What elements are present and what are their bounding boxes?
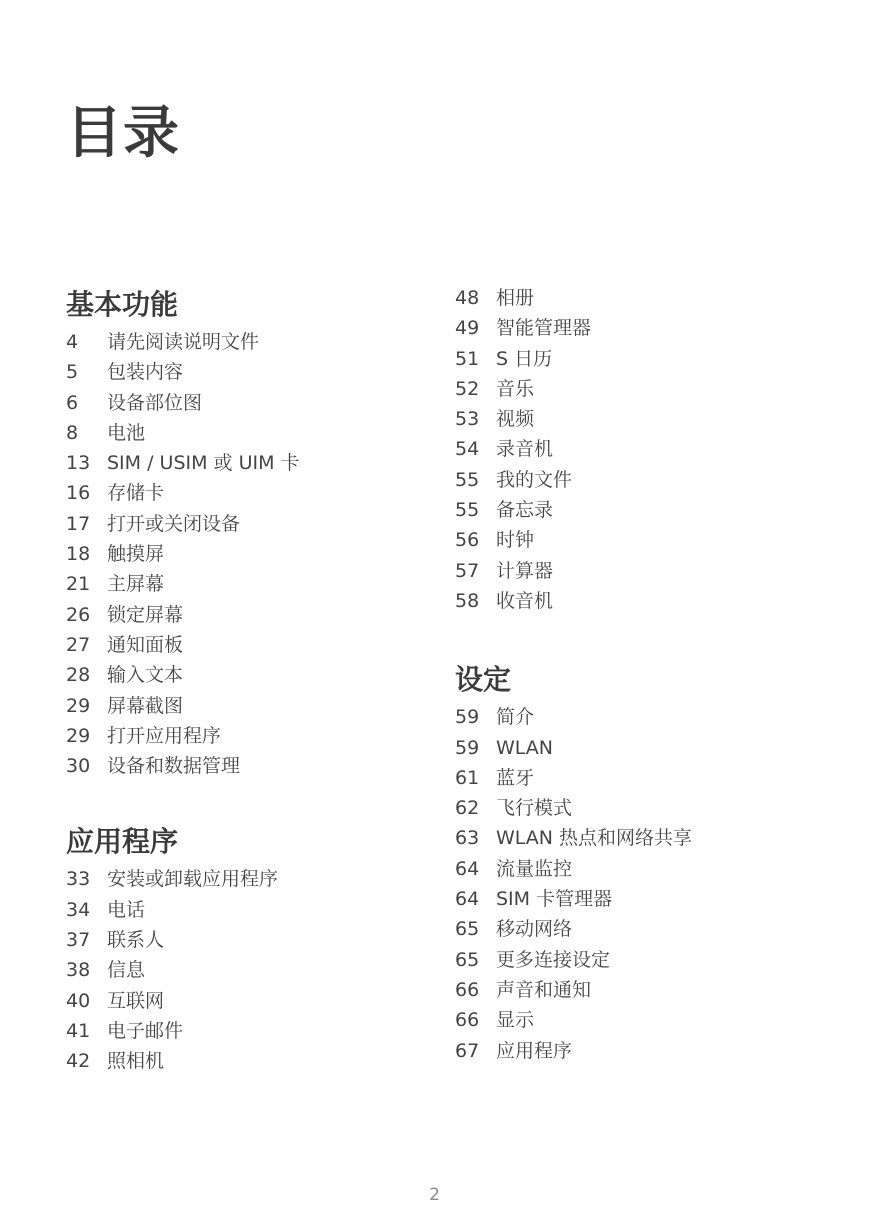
toc-entry-page-number: 55 [455,468,480,491]
toc-entry[interactable] [66,751,446,781]
toc-entry-label: WLAN 热点和网络共享 [496,827,693,850]
toc-entry[interactable] [455,495,835,525]
toc-entry-page-number: 56 [455,529,480,552]
toc-entry[interactable] [66,660,446,690]
toc-entry-page-number: 30 [66,755,91,778]
toc-entry-page-number: 38 [66,959,91,982]
toc-entry[interactable] [66,388,446,418]
toc-entry-label: 联系人 [107,929,165,952]
toc-entry[interactable] [66,569,446,599]
toc-entry[interactable] [455,1036,835,1066]
toc-entry-page-number: 51 [455,347,480,370]
toc-entry[interactable] [455,975,835,1005]
toc-entry[interactable] [455,344,835,374]
toc-entry-label: 设备部位图 [107,391,203,414]
toc-entry-page-number: 16 [66,482,91,505]
toc-entry-page-number: 54 [455,438,480,461]
toc-entry[interactable] [66,630,446,660]
toc-entry-page-number: 33 [66,868,91,891]
toc-entry-label: 互联网 [107,989,165,1012]
toc-entry-page-number: 29 [66,694,91,717]
toc-entry-label: 时钟 [496,529,535,552]
toc-entry-label: 蓝牙 [496,766,535,789]
toc-entry[interactable] [66,721,446,751]
toc-entry-page-number: 52 [455,377,480,400]
toc-entry-page-number: 5 [66,361,79,384]
toc-entry[interactable] [455,823,835,853]
toc-entry-page-number: 53 [455,408,480,431]
toc-entry-label: 录音机 [496,438,554,461]
toc-entry-page-number: 66 [455,1009,480,1032]
toc-entry[interactable] [66,357,446,387]
toc-entry[interactable] [455,1005,835,1035]
toc-entry-page-number: 57 [455,559,480,582]
section-heading: 应用程序 [66,825,179,859]
toc-entry-label: 计算器 [496,559,554,582]
toc-entry-label: 相册 [496,287,535,309]
toc-entry-page-number: 17 [66,512,91,535]
toc-entry-label: 音乐 [496,377,535,400]
toc-entry-label: 电池 [107,421,146,444]
toc-entry[interactable] [455,313,835,343]
toc-entry-page-number: 41 [66,1019,91,1042]
toc-entry-page-number: 13 [66,452,91,475]
toc-entry[interactable] [455,525,835,555]
toc-entry-page-number: 64 [455,888,480,911]
toc-entry[interactable] [66,478,446,508]
toc-entry-label: 存储卡 [107,482,165,505]
toc-entry-label: 我的文件 [496,468,573,491]
toc-entry-page-number: 42 [66,1050,91,1073]
toc-entry-page-number: 37 [66,929,91,952]
toc-entry-label: 电子邮件 [107,1019,184,1042]
toc-entry-label: 显示 [496,1009,535,1032]
toc-entry-label: 收音机 [496,589,554,612]
toc-entry-label: 智能管理器 [496,317,592,340]
toc-entry[interactable] [455,763,835,793]
toc-entry-label: S 日历 [496,347,553,370]
toc-entry-page-number: 18 [66,543,91,566]
page-title: 目录 [66,101,180,166]
toc-entry-page-number: 58 [455,589,480,612]
toc-entry-label: 更多连接设定 [496,948,611,971]
toc-entry[interactable] [455,374,835,404]
toc-entry-page-number: 61 [455,766,480,789]
toc-entry-page-number: 65 [455,918,480,941]
toc-entry-label: 屏幕截图 [107,694,184,717]
toc-entry-label: 流量监控 [496,857,573,880]
toc-entry-label: 打开或关闭设备 [107,512,241,535]
toc-entry[interactable] [66,691,446,721]
toc-entry-page-number: 65 [455,948,480,971]
toc-entry-label: 包装内容 [107,361,184,384]
toc-entry-label: 电话 [107,898,146,921]
toc-entry[interactable] [66,986,446,1016]
toc-entry[interactable] [455,914,835,944]
toc-entry-page-number: 4 [66,331,79,353]
toc-entry[interactable] [455,945,835,975]
toc-entry-label: 输入文本 [107,664,184,687]
toc-entry[interactable] [455,434,835,464]
toc-entry-page-number: 8 [66,421,79,444]
toc-entry-page-number: 59 [455,736,480,759]
toc-entry-page-number: 66 [455,978,480,1001]
toc-entry[interactable] [66,895,446,925]
toc-entry[interactable] [455,283,835,313]
toc-entry-page-number: 64 [455,857,480,880]
toc-entry-label: 移动网络 [496,918,573,941]
toc-entry-page-number: 48 [455,287,480,309]
toc-entry-page-number: 40 [66,989,91,1012]
toc-entry[interactable] [455,793,835,823]
toc-entry-page-number: 28 [66,664,91,687]
toc-entry-label: 触摸屏 [107,543,165,566]
toc-entry[interactable] [66,509,446,539]
toc-entry-label: 主屏幕 [107,573,165,596]
toc-entry[interactable] [66,418,446,448]
toc-entry-label: 应用程序 [496,1039,573,1062]
toc-entry[interactable] [66,1016,446,1046]
toc-entry-page-number: 67 [455,1039,480,1062]
toc-entry-page-number: 62 [455,797,480,820]
toc-entry-label: 锁定屏幕 [107,603,184,626]
toc-entry-label: SIM 卡管理器 [496,888,613,911]
toc-entry[interactable] [455,702,835,732]
toc-entry-label: 信息 [107,959,146,982]
toc-entry-page-number: 55 [455,499,480,522]
toc-entry[interactable] [66,955,446,985]
toc-entry[interactable] [66,864,446,894]
toc-entry-page-number: 49 [455,317,480,340]
section-spacer [455,616,835,660]
toc-entry[interactable] [66,448,446,478]
toc-entry-label: SIM / USIM 或 UIM 卡 [107,452,300,475]
toc-entry[interactable] [455,404,835,434]
page-number: 2 [429,1185,440,1205]
toc-entry-label: 声音和通知 [496,978,592,1001]
section-heading: 设定 [455,663,512,697]
toc-right-column [455,283,835,1066]
toc-entry-page-number: 21 [66,573,91,596]
toc-entry-label: 备忘录 [496,499,554,522]
toc-entry[interactable] [66,539,446,569]
toc-entry-page-number: 26 [66,603,91,626]
toc-entry-page-number: 29 [66,724,91,747]
toc-entry-label: 安装或卸载应用程序 [107,868,279,891]
toc-entry-page-number: 34 [66,898,91,921]
toc-entry-page-number: 63 [455,827,480,850]
toc-entry[interactable] [455,586,835,616]
toc-entry-label: 设备和数据管理 [107,755,241,778]
toc-entry-label: 照相机 [107,1050,165,1073]
section-spacer [66,781,446,822]
toc-entry[interactable] [66,1046,446,1076]
toc-entry[interactable] [455,733,835,763]
toc-entry-label: 通知面板 [107,633,184,656]
toc-entry[interactable] [66,600,446,630]
toc-left-column [66,285,446,1077]
toc-entry-page-number: 27 [66,633,91,656]
toc-entry[interactable] [455,884,835,914]
toc-entry-label: 请先阅读说明文件 [107,331,260,353]
toc-entry-page-number: 59 [455,706,480,729]
section-heading: 基本功能 [66,288,179,321]
toc-entry-label: WLAN [496,736,554,759]
toc-entry-label: 简介 [496,706,535,729]
toc-entry[interactable] [66,925,446,955]
toc-entry[interactable] [66,327,446,357]
toc-entry[interactable] [455,465,835,495]
toc-entry-label: 飞行模式 [496,797,573,820]
toc-entry-label: 打开应用程序 [107,724,222,747]
toc-entry-page-number: 6 [66,391,79,414]
toc-entry[interactable] [455,854,835,884]
toc-entry-label: 视频 [496,408,535,431]
toc-entry[interactable] [455,556,835,586]
